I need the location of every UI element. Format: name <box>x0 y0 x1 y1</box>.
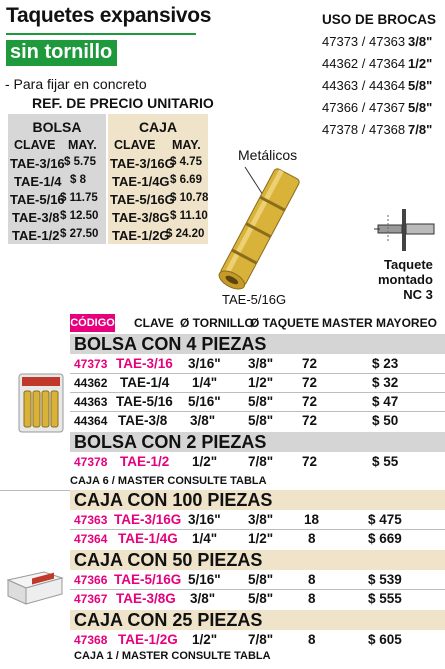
caja-clave: TAE-3/8G <box>112 210 170 225</box>
cell-taquete: 1/2" <box>248 375 274 390</box>
drill-use-row <box>322 122 433 137</box>
header-mayoreo: MAYOREO <box>376 316 437 330</box>
bolsa-clave: TAE-3/8 <box>12 210 60 225</box>
cell-mayoreo: $ 539 <box>368 572 402 587</box>
mounted-anchor-caption: Taquete montado NC 3 <box>378 257 433 302</box>
cell-tornillo: 1/4" <box>192 531 218 546</box>
caja-clave-header: CLAVE <box>114 138 156 152</box>
usage-note: - Para fijar en concreto <box>5 76 147 92</box>
section-title: CAJA CON 100 PIEZAS <box>70 490 445 510</box>
drill-size: 5/8" <box>408 78 433 93</box>
cell-clave: TAE-1/4G <box>118 531 178 546</box>
cell-clave: TAE-3/16G <box>114 512 182 527</box>
cell-clave: TAE-3/8G <box>116 591 176 606</box>
cell-mayoreo: $ 555 <box>368 591 402 606</box>
table-row <box>70 393 445 411</box>
cell-master: 8 <box>308 632 316 647</box>
cell-codigo: 47363 <box>74 513 108 527</box>
master-note: CAJA 1 / MASTER CONSULTE TABLA <box>74 650 271 662</box>
caja-title: CAJA <box>138 119 178 135</box>
cell-tornillo: 5/16" <box>188 394 221 409</box>
caja-price: $ 4.75 <box>170 156 202 168</box>
cell-mayoreo: $ 55 <box>372 454 399 469</box>
cell-master: 72 <box>302 375 318 390</box>
cell-tornillo: 3/8" <box>190 413 216 428</box>
bolsa-clave: TAE-1/4 <box>14 174 62 189</box>
cell-mayoreo: $ 605 <box>368 632 402 647</box>
cell-codigo: 47367 <box>74 592 108 606</box>
drill-use-row <box>322 100 433 115</box>
drill-codes: 44363 / 44364 <box>322 78 406 93</box>
bolsa-title: BOLSA <box>32 119 82 135</box>
cell-master: 8 <box>308 591 316 606</box>
section-title: BOLSA CON 4 PIEZAS <box>70 334 445 354</box>
cell-clave: TAE-1/4 <box>120 375 170 390</box>
bag-package-image <box>18 373 64 433</box>
mounted-anchor-diagram <box>370 205 440 255</box>
caja-price: $ 10.78 <box>170 192 209 204</box>
bolsa-clave: TAE-1/2 <box>12 228 60 243</box>
cell-taquete: 7/8" <box>248 632 274 647</box>
price-ref-title: REF. DE PRECIO UNITARIO <box>32 95 214 111</box>
cell-master: 72 <box>302 394 318 409</box>
caja-clave: TAE-3/16G <box>110 156 175 171</box>
cell-taquete: 5/8" <box>248 413 274 428</box>
bolsa-clave: TAE-5/16 <box>10 192 65 207</box>
cell-master: 8 <box>308 572 316 587</box>
section-title: CAJA CON 50 PIEZAS <box>70 550 445 570</box>
caja-clave: TAE-1/4G <box>112 174 170 189</box>
cell-taquete: 5/8" <box>248 394 274 409</box>
bolsa-may-header: MAY. <box>68 138 97 152</box>
cell-master: 18 <box>304 512 320 527</box>
cell-tornillo: 1/2" <box>192 632 218 647</box>
box-package-image <box>4 566 66 606</box>
cell-master: 72 <box>302 413 318 428</box>
table-row <box>70 571 445 589</box>
cell-codigo: 44364 <box>74 414 108 428</box>
drill-use-row <box>322 78 433 93</box>
title-underline <box>6 33 196 35</box>
cell-tornillo: 5/16" <box>188 572 221 587</box>
bolsa-price: $ 8 <box>70 174 86 186</box>
cell-taquete: 3/8" <box>248 356 274 371</box>
cell-master: 72 <box>302 356 318 371</box>
cell-codigo: 47364 <box>74 532 108 546</box>
cell-mayoreo: $ 50 <box>372 413 399 428</box>
drill-use-row <box>322 34 433 49</box>
cell-clave: TAE-5/16G <box>114 572 182 587</box>
bolsa-price: $ 5.75 <box>64 156 96 168</box>
caja-price: $ 24.20 <box>166 228 205 240</box>
table-row <box>70 631 445 649</box>
drill-codes: 44362 / 47364 <box>322 56 406 71</box>
caja-may-header: MAY. <box>172 138 201 152</box>
cell-taquete: 7/8" <box>248 454 274 469</box>
cell-codigo: 47368 <box>74 633 108 647</box>
caja-price: $ 11.10 <box>170 210 208 222</box>
cell-taquete: 1/2" <box>248 531 274 546</box>
header-taquete: Ø TAQUETE <box>250 316 320 330</box>
cell-mayoreo: $ 475 <box>368 512 402 527</box>
table-row <box>70 590 445 608</box>
cell-mayoreo: $ 47 <box>372 394 399 409</box>
cell-clave: TAE-3/8 <box>118 413 168 428</box>
master-note: CAJA 6 / MASTER CONSULTE TABLA <box>70 475 267 487</box>
page-title: Taquetes expansivos <box>6 4 212 27</box>
bolsa-clave-header: CLAVE <box>14 138 56 152</box>
drill-size: 5/8" <box>408 100 433 115</box>
bolsa-price: $ 27.50 <box>60 228 99 240</box>
header-tornillo: Ø TORNILLO <box>180 316 254 330</box>
product-code-label: TAE-5/16G <box>222 292 287 307</box>
cell-mayoreo: $ 23 <box>372 356 399 371</box>
table-header <box>70 314 445 332</box>
cell-tornillo: 3/8" <box>190 591 216 606</box>
cell-clave: TAE-5/16 <box>116 394 173 409</box>
header-clave: CLAVE <box>134 316 174 330</box>
header-master: MASTER <box>322 316 373 330</box>
cell-clave: TAE-1/2 <box>120 454 170 469</box>
drill-codes: 47373 / 47363 <box>322 34 406 49</box>
cell-tornillo: 1/4" <box>192 375 218 390</box>
cell-codigo: 44363 <box>74 395 108 409</box>
cell-codigo: 47373 <box>74 357 108 371</box>
drill-codes: 47366 / 47367 <box>322 100 406 115</box>
section-title: BOLSA CON 2 PIEZAS <box>70 432 445 452</box>
bolsa-clave: TAE-3/16 <box>10 156 65 171</box>
cell-tornillo: 1/2" <box>192 454 218 469</box>
cell-master: 8 <box>308 531 316 546</box>
cell-master: 72 <box>302 454 318 469</box>
caja-clave: TAE-1/2G <box>112 228 170 243</box>
cell-tornillo: 3/16" <box>188 512 221 527</box>
bolsa-price: $ 11.75 <box>60 192 98 204</box>
cell-taquete: 5/8" <box>248 591 274 606</box>
caja-clave: TAE-5/16G <box>110 192 175 207</box>
drill-size: 3/8" <box>408 34 433 49</box>
metalicos-label: Metálicos <box>238 147 298 163</box>
cell-mayoreo: $ 669 <box>368 531 402 546</box>
table-row <box>70 530 445 548</box>
cell-codigo: 47366 <box>74 573 108 587</box>
price-reference-table <box>8 114 208 244</box>
expansion-anchor-image <box>205 165 315 290</box>
caja-price-column <box>108 114 208 244</box>
drill-size: 7/8" <box>408 122 433 137</box>
cell-tornillo: 3/16" <box>188 356 221 371</box>
drill-size: 1/2" <box>408 56 433 71</box>
drill-use-title: USO DE BROCAS <box>322 12 437 27</box>
cell-taquete: 5/8" <box>248 572 274 587</box>
bolsa-price: $ 12.50 <box>60 210 99 222</box>
table-row <box>70 355 445 373</box>
table-row <box>70 412 445 430</box>
table-row <box>70 374 445 392</box>
cell-mayoreo: $ 32 <box>372 375 399 390</box>
bolsa-price-column <box>8 114 106 244</box>
drill-codes: 47378 / 47368 <box>322 122 406 137</box>
page-subtitle-badge: sin tornillo <box>6 40 117 66</box>
table-row <box>70 453 445 471</box>
cell-clave: TAE-3/16 <box>116 356 173 371</box>
table-row <box>70 511 445 529</box>
cell-codigo: 47378 <box>74 455 108 469</box>
cell-codigo: 44362 <box>74 376 108 390</box>
cell-taquete: 3/8" <box>248 512 274 527</box>
drill-use-row <box>322 56 433 71</box>
section-title: CAJA CON 25 PIEZAS <box>70 610 445 630</box>
cell-clave: TAE-1/2G <box>118 632 178 647</box>
caja-price: $ 6.69 <box>170 174 202 186</box>
header-codigo: CÓDIGO <box>70 314 115 332</box>
